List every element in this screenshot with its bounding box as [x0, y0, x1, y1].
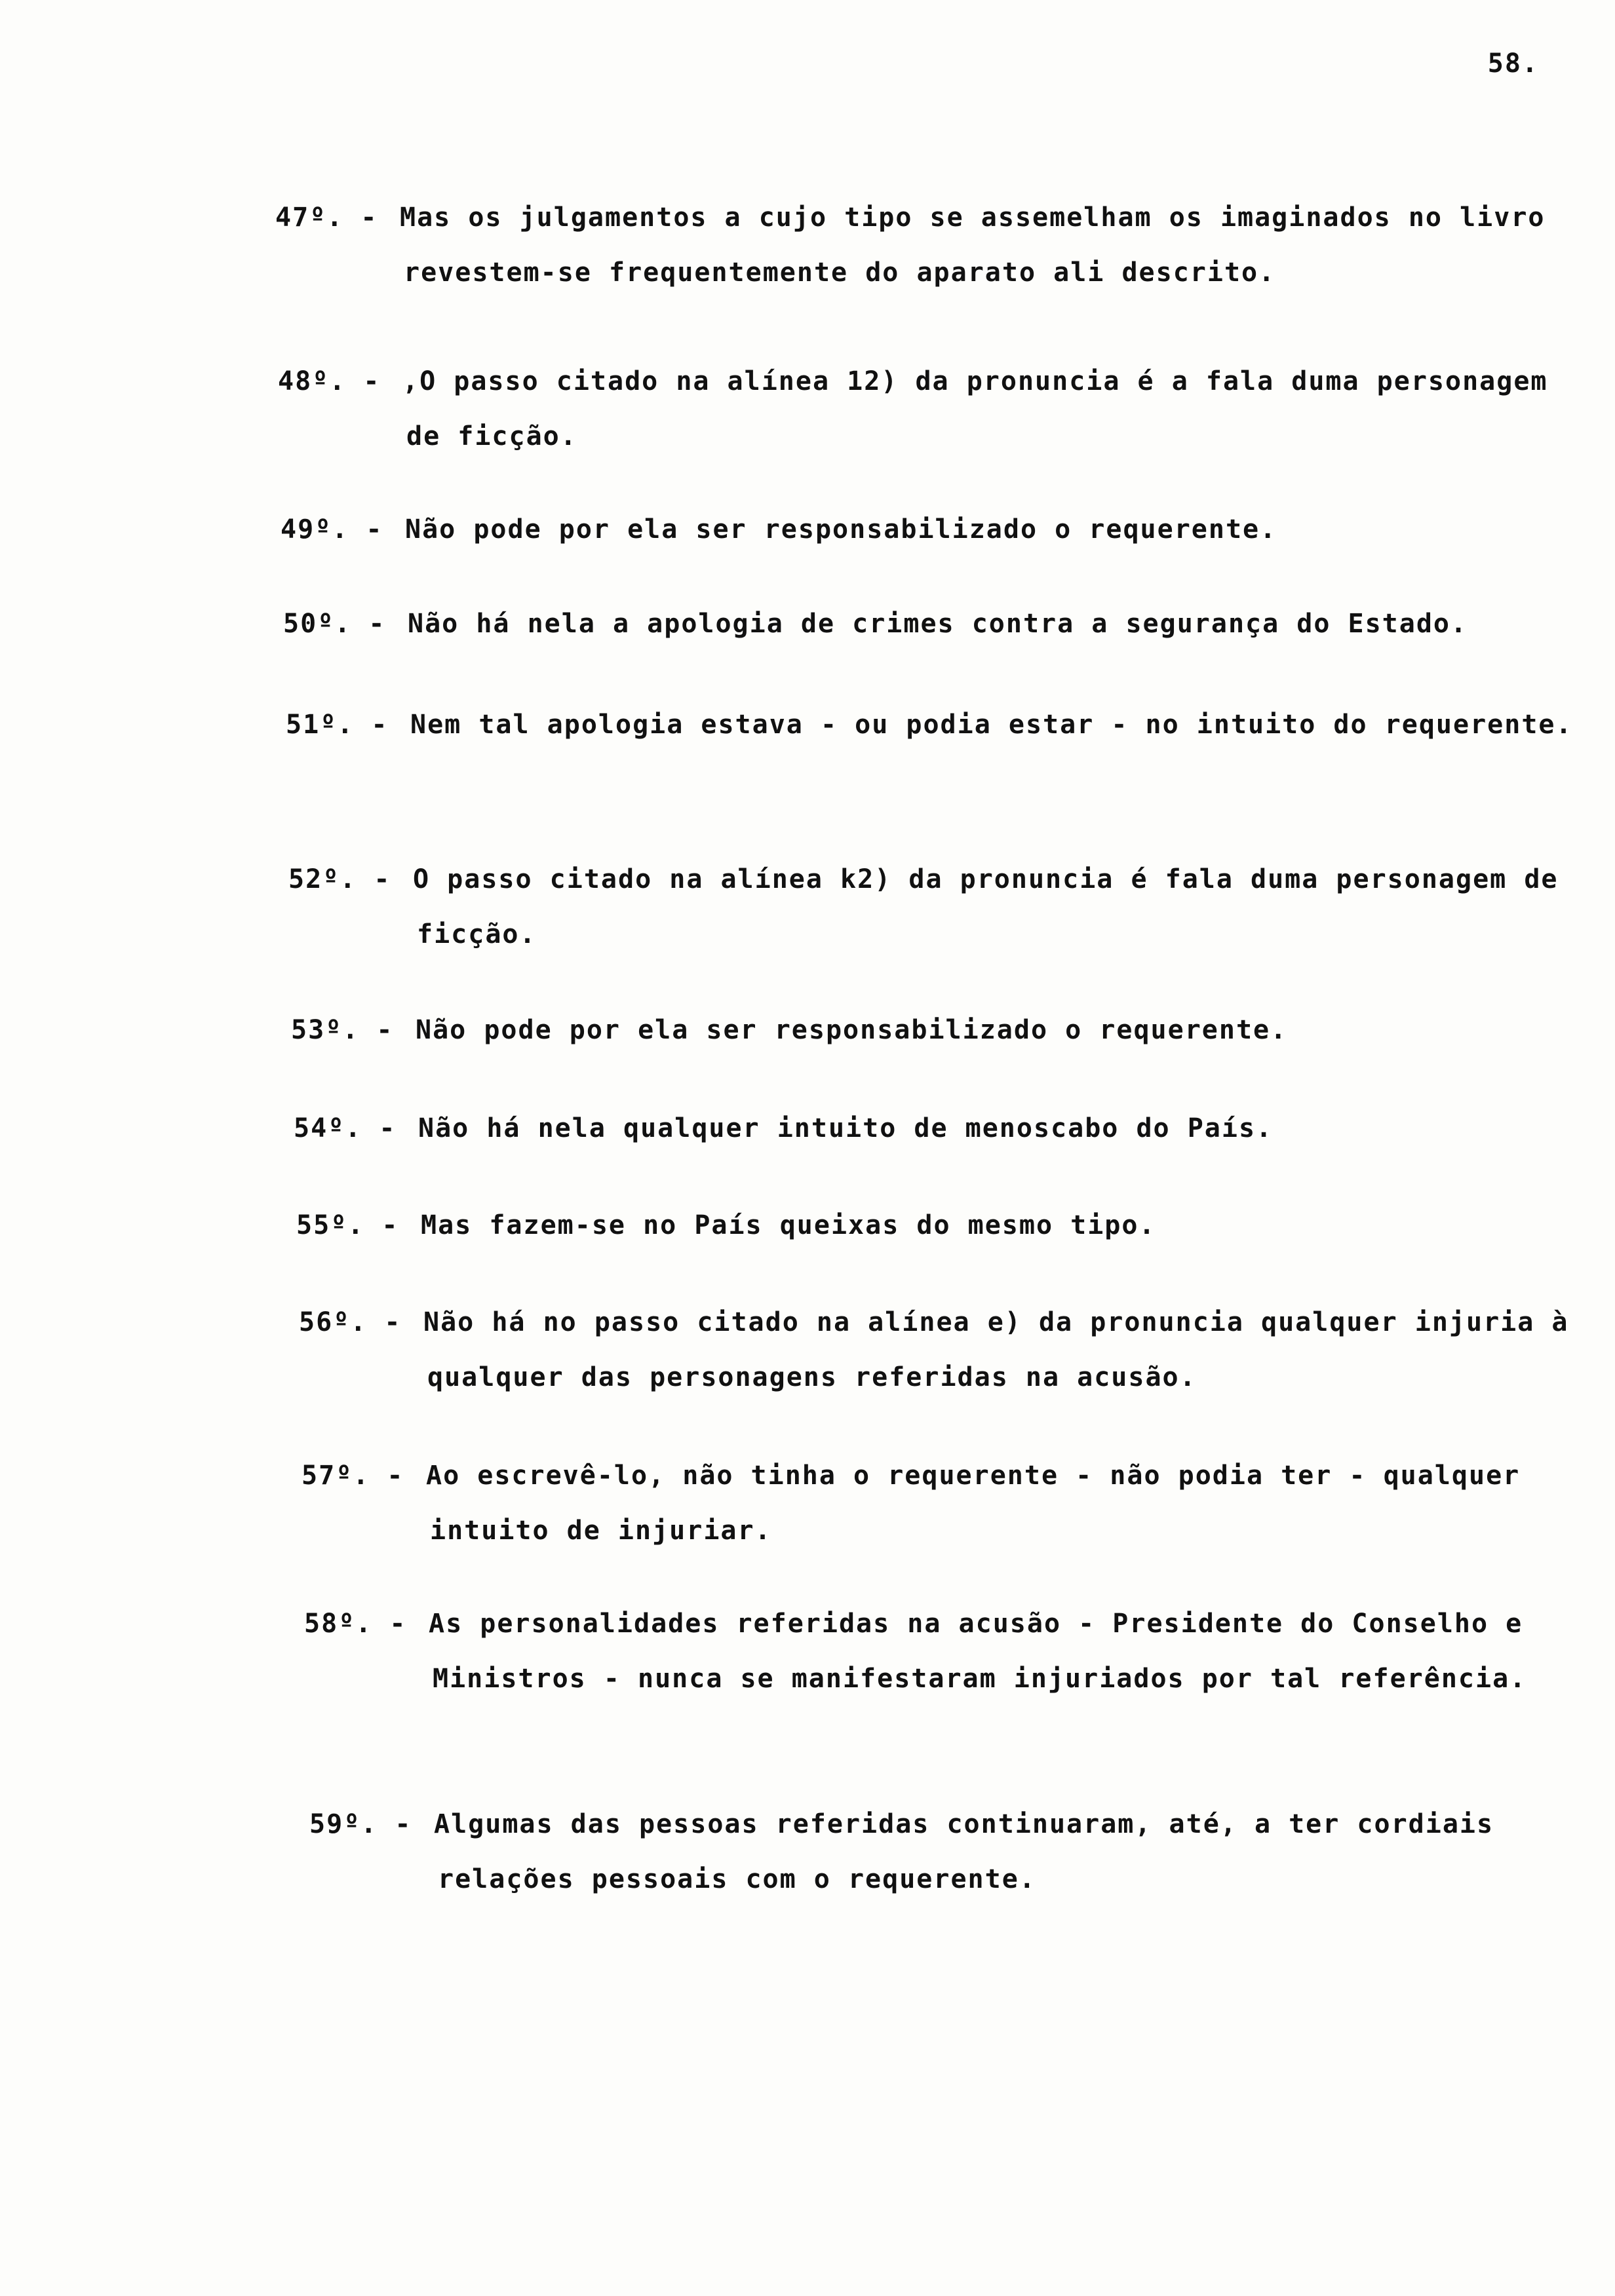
paragraph-text: Não há no passo citado na alínea e) da pronuncia qualquer injuria à qualquer das personagens referidas na acusão. — [423, 1307, 1569, 1392]
paragraph-number: 54º. - — [294, 1113, 397, 1143]
paragraph-number: 57º. - — [302, 1461, 404, 1491]
paragraph-number: 52º. - — [288, 864, 391, 894]
paragraph-text: As personalidades referidas na acusão - Presidente do Conselho e Ministros - nunca se manifestaram injuriados por tal referência. — [429, 1609, 1527, 1694]
paragraph-number: 50º. - — [283, 609, 386, 639]
paragraph-47 — [275, 190, 1573, 300]
paragraph-number: 59º. - — [309, 1809, 412, 1839]
paragraph-54 — [294, 1101, 1591, 1156]
paragraph-text: Não há nela qualquer intuito de menoscabo do País. — [418, 1113, 1274, 1143]
paragraph-59 — [309, 1797, 1607, 1907]
paragraph-58 — [304, 1596, 1602, 1706]
paragraph-52 — [288, 852, 1586, 962]
paragraph-55 — [296, 1198, 1594, 1253]
paragraph-number: 53º. - — [291, 1015, 394, 1045]
paragraph-number: 58º. - — [304, 1609, 407, 1639]
paragraph-text: Não pode por ela ser responsabilizado o requerente. — [416, 1015, 1288, 1045]
paragraph-number: 49º. - — [281, 514, 383, 545]
paragraph-text: Ao escrevê-lo, não tinha o requerente - não podia ter - qualquer intuito de injuriar. — [426, 1461, 1521, 1546]
paragraph-text: ,O passo citado na alínea 12) da pronuncia é a fala duma personagem de ficção. — [402, 366, 1548, 451]
paragraph-number: 55º. - — [296, 1210, 399, 1240]
paragraph-number: 56º. - — [299, 1307, 402, 1337]
paragraph-49 — [281, 502, 1578, 557]
paragraph-50 — [283, 596, 1581, 651]
paragraph-number: 48º. - — [278, 366, 381, 396]
paragraph-text: Não pode por ela ser responsabilizado o requerente. — [405, 514, 1277, 545]
paragraph-56 — [299, 1295, 1597, 1405]
paragraph-text: O passo citado na alínea k2) da pronuncia é fala duma personagem de ficção. — [413, 864, 1559, 949]
paragraph-text: Algumas das pessoas referidas continuaram, até, a ter cordiais relações pessoais com o requerente. — [434, 1809, 1494, 1894]
paragraph-text: Mas fazem-se no País queixas do mesmo tipo. — [421, 1210, 1156, 1240]
paragraph-57 — [302, 1448, 1599, 1558]
paragraph-number: 47º. - — [275, 202, 378, 233]
paragraph-51 — [286, 697, 1584, 752]
paragraph-number: 51º. - — [286, 710, 389, 740]
paragraph-53 — [291, 1003, 1589, 1058]
paragraph-48 — [278, 354, 1576, 464]
paragraph-text: Não há nela a apologia de crimes contra a segurança do Estado. — [408, 609, 1468, 639]
paragraph-text: Nem tal apologia estava - ou podia estar - no intuito do requerente. — [410, 710, 1573, 740]
paragraph-text: Mas os julgamentos a cujo tipo se assemelham os imaginados no livro revestem-se frequentemente do aparato ali descrito. — [400, 202, 1546, 288]
page-number: 58. — [1487, 48, 1539, 79]
